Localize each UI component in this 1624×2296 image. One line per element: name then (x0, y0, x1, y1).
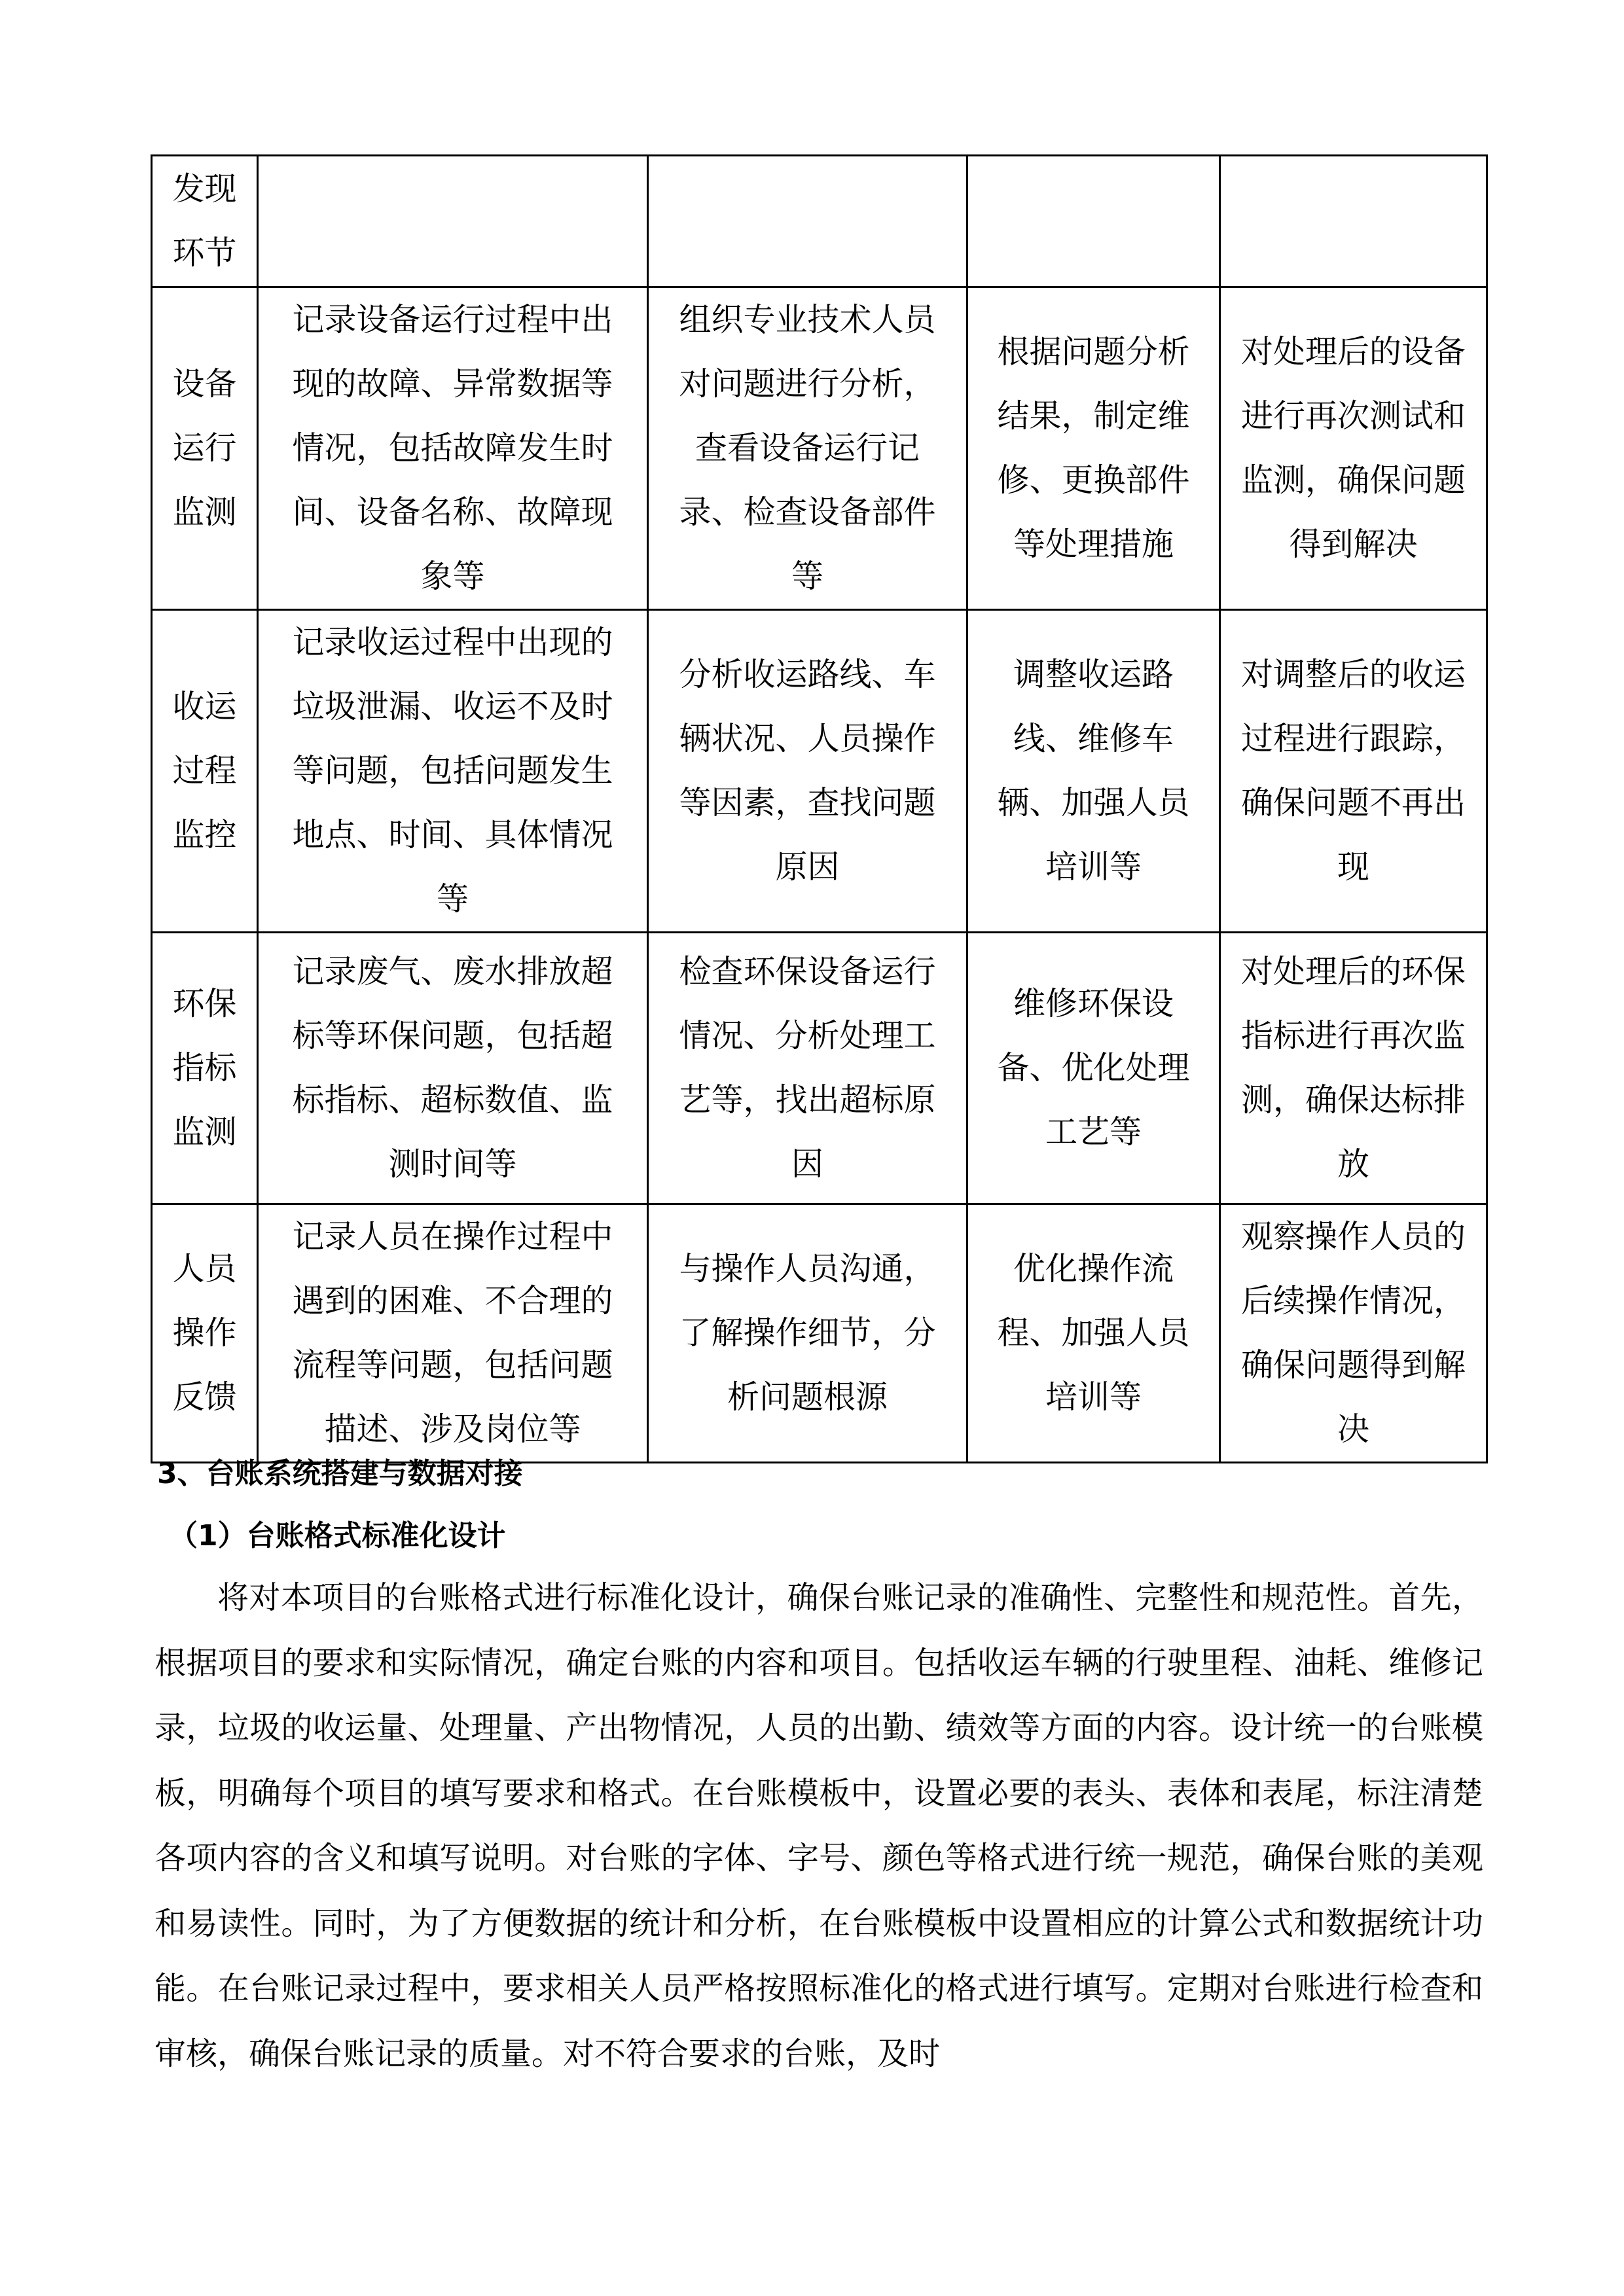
handling-cell: 优化操作流程、加强人员培训等 (967, 1204, 1220, 1463)
analysis-cell: 与操作人员沟通，了解操作细节，分析问题根源 (648, 1204, 967, 1463)
verification-cell: 对调整后的收运过程进行跟踪，确保问题不再出现 (1220, 610, 1487, 933)
body-paragraph: 将对本项目的台账格式进行标准化设计，确保台账记录的准确性、完整性和规范性。首先，根据项目的要求和实际情况，确定台账的内容和项目。包括收运车辆的行驶里程、油耗、维修记录，垃圾的收运量、处理量、产出物情况，人员的出勤、绩效等方面的内容。设计统一的台账模板，明确每个项目的填写要求和格式。在台账模板中，设置必要的表头、表体和表尾，标注清楚各项内容的含义和填写说明。对台账的字体、字号、颜色等格式进行统一规范，确保台账的美观和易读性。同时，为了方便数据的统计和分析，在台账模板中设置相应的计算公式和数据统计功能。在台账记录过程中，要求相关人员严格按照标准化的格式进行填写。定期对台账进行检查和审核，确保台账记录的质量。对不符合要求的台账，及时 (154, 1579, 1483, 2072)
record-cell (258, 156, 648, 287)
table-row (152, 1204, 1487, 1463)
table-row (152, 287, 1487, 610)
section-heading: 3、台账系统搭建与数据对接 (157, 1457, 523, 1490)
issue-handling-table (151, 154, 1488, 1463)
table-row (152, 156, 1487, 287)
analysis-cell: 检查环保设备运行情况、分析处理工艺等，找出超标原因 (648, 933, 967, 1204)
verification-cell: 观察操作人员的后续操作情况，确保问题得到解决 (1220, 1204, 1487, 1463)
record-cell: 记录废气、废水排放超标等环保问题，包括超标指标、超标数值、监测时间等 (258, 933, 648, 1204)
row-label-cell: 发现环节 (152, 156, 258, 287)
verification-cell (1220, 156, 1487, 287)
verification-cell: 对处理后的环保指标进行再次监测，确保达标排放 (1220, 933, 1487, 1204)
handling-cell: 维修环保设备、优化处理工艺等 (967, 933, 1220, 1204)
record-cell: 记录设备运行过程中出现的故障、异常数据等情况，包括故障发生时间、设备名称、故障现象等 (258, 287, 648, 610)
record-cell: 记录人员在操作过程中遇到的困难、不合理的流程等问题，包括问题描述、涉及岗位等 (258, 1204, 648, 1463)
verification-cell: 对处理后的设备进行再次测试和监测，确保问题得到解决 (1220, 287, 1487, 610)
row-label-cell: 环保指标监测 (152, 933, 258, 1204)
handling-cell (967, 156, 1220, 287)
row-label-cell: 收运过程监控 (152, 610, 258, 933)
analysis-cell (648, 156, 967, 287)
analysis-cell: 组织专业技术人员对问题进行分析，查看设备运行记录、检查设备部件等 (648, 287, 967, 610)
handling-cell: 调整收运路线、维修车辆、加强人员培训等 (967, 610, 1220, 933)
handling-cell: 根据问题分析结果，制定维修、更换部件等处理措施 (967, 287, 1220, 610)
subsection-heading: （1）台账格式标准化设计 (169, 1519, 506, 1552)
row-label-cell: 人员操作反馈 (152, 1204, 258, 1463)
row-label-cell: 设备运行监测 (152, 287, 258, 610)
record-cell: 记录收运过程中出现的垃圾泄漏、收运不及时等问题，包括问题发生地点、时间、具体情况等 (258, 610, 648, 933)
analysis-cell: 分析收运路线、车辆状况、人员操作等因素，查找问题原因 (648, 610, 967, 933)
table-row (152, 933, 1487, 1204)
table-row (152, 610, 1487, 933)
